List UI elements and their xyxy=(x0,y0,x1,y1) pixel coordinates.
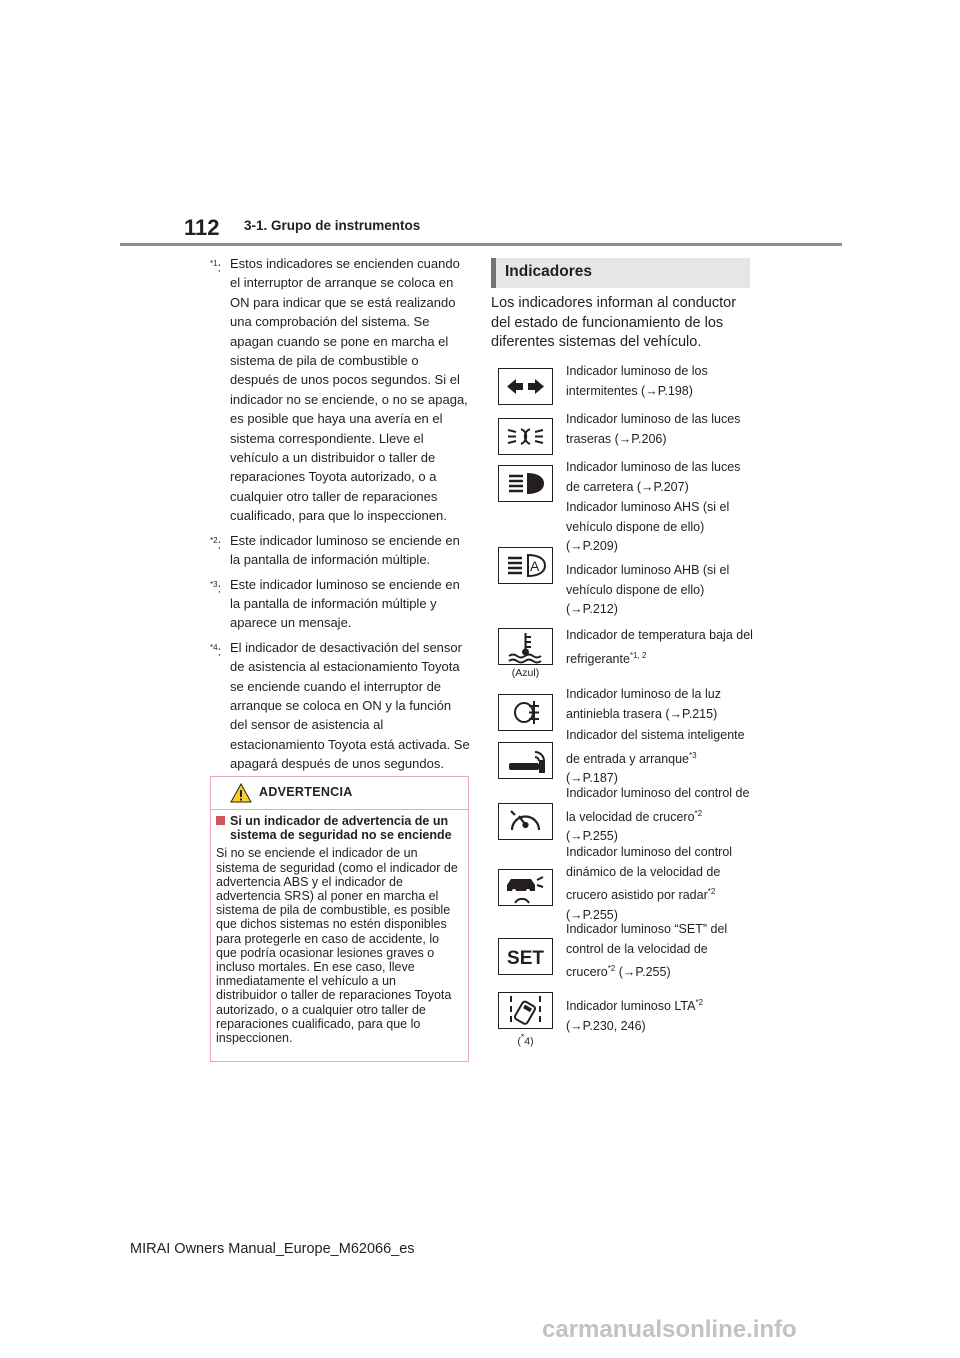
footnote-1 xyxy=(210,254,470,526)
cruise-control-icon xyxy=(498,803,553,840)
indicator-caption: (*4) xyxy=(517,1032,534,1048)
coolant-temperature-icon xyxy=(498,628,553,665)
indicator-description: Indicador luminoso del control de la velocidad de crucero$^{*2}$ (→P.255) xyxy=(566,786,750,844)
indicator-description: Indicador luminoso de las luces de carretera (→P.207) xyxy=(566,460,741,494)
indicator-caption: (Azul) xyxy=(511,667,540,679)
lta-icon xyxy=(498,992,553,1029)
indicator-description: Indicador luminoso LTA$^{*2}$ (→P.230, 246) xyxy=(566,998,704,1033)
indicator-description: Indicador luminoso de las luces traseras (→P.206) xyxy=(566,412,741,446)
warning-title: ADVERTENCIA xyxy=(259,785,353,799)
indicator-description: Indicador luminoso de la luz antiniebla trasera (→P.215) xyxy=(566,687,721,721)
square-bullet-icon xyxy=(216,816,225,825)
warning-body xyxy=(211,810,468,1045)
indicator-description: Indicador de temperatura baja del refrigerante$^{*1, 2}$ xyxy=(566,628,753,666)
auto-high-beam-icon xyxy=(498,547,553,584)
footnote-text: Estos indicadores se encienden cuando el interruptor de arranque se coloca en ON para indicar que se está realizando una comprobación del sistema. Se apagan cuando se pone en marcha el sistema de pila de combustible o después de unos pocos segundos. Si el indicador no se enciende, o no se apaga, es posible que haya una avería en el sistema correspondiente. Lleve el vehículo a un distribuidor o taller de reparaciones Toyota autorizado, o a cualquier otro taller de reparaciones cualificado, para que lo inspeccionen. xyxy=(230,256,468,524)
radar-cruise-control-icon xyxy=(498,869,553,906)
footnote-marker: $^{*2}$: xyxy=(210,535,222,552)
footnote-4 xyxy=(210,638,470,774)
tail-lights-icon xyxy=(498,418,553,455)
footnote-2 xyxy=(210,531,470,570)
footnote-text: Este indicador luminoso se enciende en la pantalla de información múltiple y aparece un mensaje. xyxy=(230,576,460,631)
header-divider xyxy=(120,243,842,246)
watermark: carmanualsonline.info xyxy=(542,1316,797,1343)
svg-text:A: A xyxy=(530,558,540,574)
indicator-description: Indicador luminoso “SET” del control de la velocidad de crucero$^{*2}$ (→P.255) xyxy=(566,922,728,980)
warning-triangle-icon xyxy=(230,783,252,808)
section-title: 3-1. Grupo de instrumentos xyxy=(244,218,421,233)
high-beam-icon xyxy=(498,465,553,502)
warning-box xyxy=(210,776,469,1062)
footnote-marker: $^{*3}$: xyxy=(210,579,222,595)
footnote-marker: $^{*4}$: xyxy=(210,642,222,659)
indicators-intro: Los indicadores informan al conductor del estado de funcionamiento de los diferentes sistemas del vehículo. xyxy=(491,295,737,350)
indicator-description: Indicador luminoso AHS (si el vehículo dispone de ello) (→P.209) xyxy=(566,500,730,553)
indicator-description: Indicador luminoso del control dinámico de la velocidad de crucero asistido por radar$^{*2}$ (→P.255) xyxy=(566,845,733,922)
smart-key-icon xyxy=(498,742,553,779)
rear-fog-light-icon xyxy=(498,694,553,731)
footnotes xyxy=(210,254,470,779)
warning-subtitle: Si un indicador de advertencia de un sistema de seguridad no se enciende xyxy=(216,814,460,842)
footer: MIRAI Owners Manual_Europe_M62066_es xyxy=(130,1241,415,1257)
footnote-text: Este indicador luminoso se enciende en la pantalla de información múltiple. xyxy=(230,532,460,568)
footnote-3 xyxy=(210,575,470,633)
footnote-marker: $^{*1}$: xyxy=(210,259,222,275)
footnote-text: El indicador de desactivación del sensor de asistencia al estacionamiento Toyota se enciende cuando el interruptor de arranque se coloca en ON y la función del sensor de asistencia al estacionamiento Toyota está activada. Se apagará después de unos segundos. xyxy=(230,639,470,772)
indicators-heading: Indicadores xyxy=(491,258,750,288)
indicator-description: Indicador del sistema inteligente de entrada y arranque$^{*3}$ (→P.187) xyxy=(566,728,745,786)
page-number: 112 xyxy=(184,215,220,240)
indicator-description: Indicador luminoso de los intermitentes (→P.198) xyxy=(566,364,708,398)
set-icon-text: SET xyxy=(507,948,544,969)
indicator-description: Indicador luminoso AHB (si el vehículo dispone de ello) (→P.212) xyxy=(566,563,730,616)
warning-header xyxy=(211,777,468,810)
turn-signal-arrows-icon xyxy=(498,368,553,405)
warning-text: Si no se enciende el indicador de un sistema de seguridad (como el indicador de advertencia ABS y el indicador de advertencia SRS) al poner en marcha el sistema de pila de combustible, es posible que dichos sistemas no estén disponibles para protegerle en caso de accidente, lo que podría ocasionar lesiones graves o incluso mortales. En ese caso, lleve inmediatamente el vehículo a un distribuidor o taller de reparaciones Toyota autorizado, o a cualquier otro taller de reparaciones cualificado, para que lo inspeccionen. xyxy=(216,846,458,1046)
set-icon xyxy=(498,938,553,975)
